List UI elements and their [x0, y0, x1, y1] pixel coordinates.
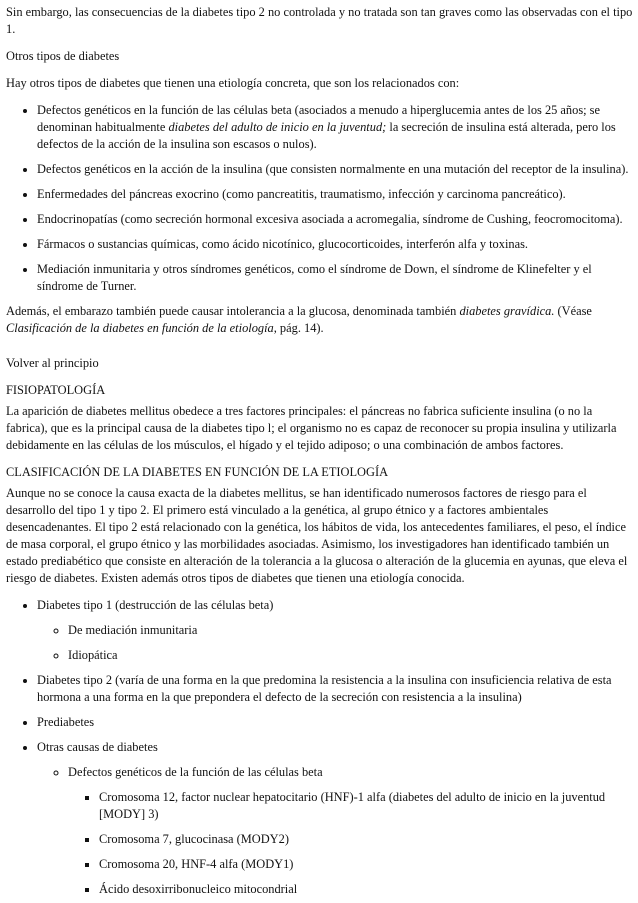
sublist [68, 789, 634, 898]
list-item: • Fármacos o sustancias químicas, como ácido nicotínico, glucocorticoides, interferón alfa y toxinas. [37, 236, 634, 253]
clasificacion-paragraph: Aunque no se conoce la causa exacta de la diabetes mellitus, se han identificado numerosos factores de riesgo para el desarrollo del tipo 1 y tipo 2. El primero está vinculado a la genética, al grupo étnico y a factores ambientales desencadenantes. El tipo 2 está relacionado con la genética, los hábitos de vida, los antecedentes familiares, el peso, el índice de masa corporal, el grupo étnico y las morbilidades asociadas. Asimismo, los investigadores han identificado también un estado prediabético que consiste en alteración de la tolerancia a la glucosa o alteración de la glucemia en ayunas, que eleva el riesgo de diabetes. Existen además otros tipos de diabetes que tienen una etiología conocida. [6, 486, 628, 585]
classification-list [6, 597, 634, 898]
intro-paragraph: Sin embargo, las consecuencias de la diabetes tipo 2 no controlada y no tratada son tan graves como las observadas con el tipo 1. [6, 5, 633, 36]
list-item: ◦ Defectos genéticos de la función de las células beta ▪ Cromosoma 12, factor nuclear hepatocitario (HNF)-1 alfa (diabetes del adulto de inicio en la juventud [MODY] 3) ▪ Cromosoma 7, glucocinasa (MODY2) ▪ Cromosoma 20, HNF-4 alfa (MODY1) ▪ Ácido desoxirribonucleico mitocondrial [68, 764, 634, 898]
list-item: ◦ Idiopática [68, 647, 634, 664]
list-item: • Defectos genéticos en la acción de la insulina (que consisten normalmente en una mutación del receptor de la insulina). [37, 161, 634, 178]
other-types-list [6, 102, 634, 295]
list-item: • Otras causas de diabetes ◦ Defectos genéticos de la función de las células beta ▪ Cromosoma 12, factor nuclear hepatocitario (HNF)-1 alfa (diabetes del adulto de inicio en la juventud [MODY] 3) ▪ Cromosoma 7, glucocinasa (MODY2) ▪ Cromosoma 20, HNF-4 alfa (MODY1) ▪ Ácido desoxirribonucleico mitocondrial [37, 739, 634, 898]
emphasis-text: diabetes del adulto de inicio en la juventud; [168, 120, 387, 134]
sublist [37, 764, 634, 898]
list-item: • Mediación inmunitaria y otros síndromes genéticos, como el síndrome de Down, el síndrome de Klinefelter y el síndrome de Turner. [37, 261, 634, 295]
emphasis-text: diabetes gravídica. [459, 304, 555, 318]
heading-clasificacion: CLASIFICACIÓN DE LA DIABETES EN FUNCIÓN DE LA ETIOLOGÍA [6, 465, 389, 479]
back-to-top-link[interactable]: Volver al principio [6, 356, 99, 370]
reference-title: Clasificación de la diabetes en función de la etiología [6, 321, 274, 335]
list-item: • Diabetes tipo 1 (destrucción de las células beta) ◦ De mediación inmunitaria ◦ Idiopática [37, 597, 634, 664]
list-item: • Endocrinopatías (como secreción hormonal excesiva asociada a acromegalia, síndrome de Cushing, feocromocitoma). [37, 211, 634, 228]
list-item: • Prediabetes [37, 714, 634, 731]
list-item: • Diabetes tipo 2 (varía de una forma en la que predomina la resistencia a la insulina con insuficiencia relativa de esta hormona a una forma en la que prepondera el defecto de la secreción con resistencia a la insulina) [37, 672, 634, 706]
list-item: ◦ De mediación inmunitaria [68, 622, 634, 639]
list-item: ▪ Cromosoma 7, glucocinasa (MODY2) [99, 831, 634, 848]
fisiopatologia-paragraph: La aparición de diabetes mellitus obedece a tres factores principales: el páncreas no fabrica suficiente insulina (o no la fabrica), que es la principal causa de la diabetes tipo l; el organismo no es capaz de reconocer su propia insulina y utilizarla debidamente en las células de los músculos, el hígado y el tejido adiposo; o una combinación de ambos factores. [6, 404, 617, 452]
list-item: ▪ Cromosoma 12, factor nuclear hepatocitario (HNF)-1 alfa (diabetes del adulto de inicio en la juventud [MODY] 3) [99, 789, 634, 823]
list-item: ▪ Cromosoma 20, HNF-4 alfa (MODY1) [99, 856, 634, 873]
section-title-other-types: Otros tipos de diabetes [6, 49, 120, 63]
pregnancy-paragraph: Además, el embarazo también puede causar intolerancia a la glucosa, denominada también diabetes gravídica. (Véase Clasificación de la diabetes en función de la etiología, pág. 14). [6, 304, 592, 335]
sublist [37, 622, 634, 664]
heading-fisiopatologia: FISIOPATOLOGÍA [6, 383, 106, 397]
list-item: • Defectos genéticos en la función de las células beta (asociados a menudo a hiperglucemia antes de los 25 años; se denominan habitualmente diabetes del adulto de inicio en la juventud; la secreción de insulina está alterada, pero los defectos de la acción de la insulina son escasos o nulos). [37, 102, 634, 153]
other-types-intro: Hay otros tipos de diabetes que tienen una etiología concreta, que son los relacionados con: [6, 76, 460, 90]
list-item: • Enfermedades del páncreas exocrino (como pancreatitis, traumatismo, infección y carcinoma pancreático). [37, 186, 634, 203]
list-item: ▪ Ácido desoxirribonucleico mitocondrial [99, 881, 634, 898]
